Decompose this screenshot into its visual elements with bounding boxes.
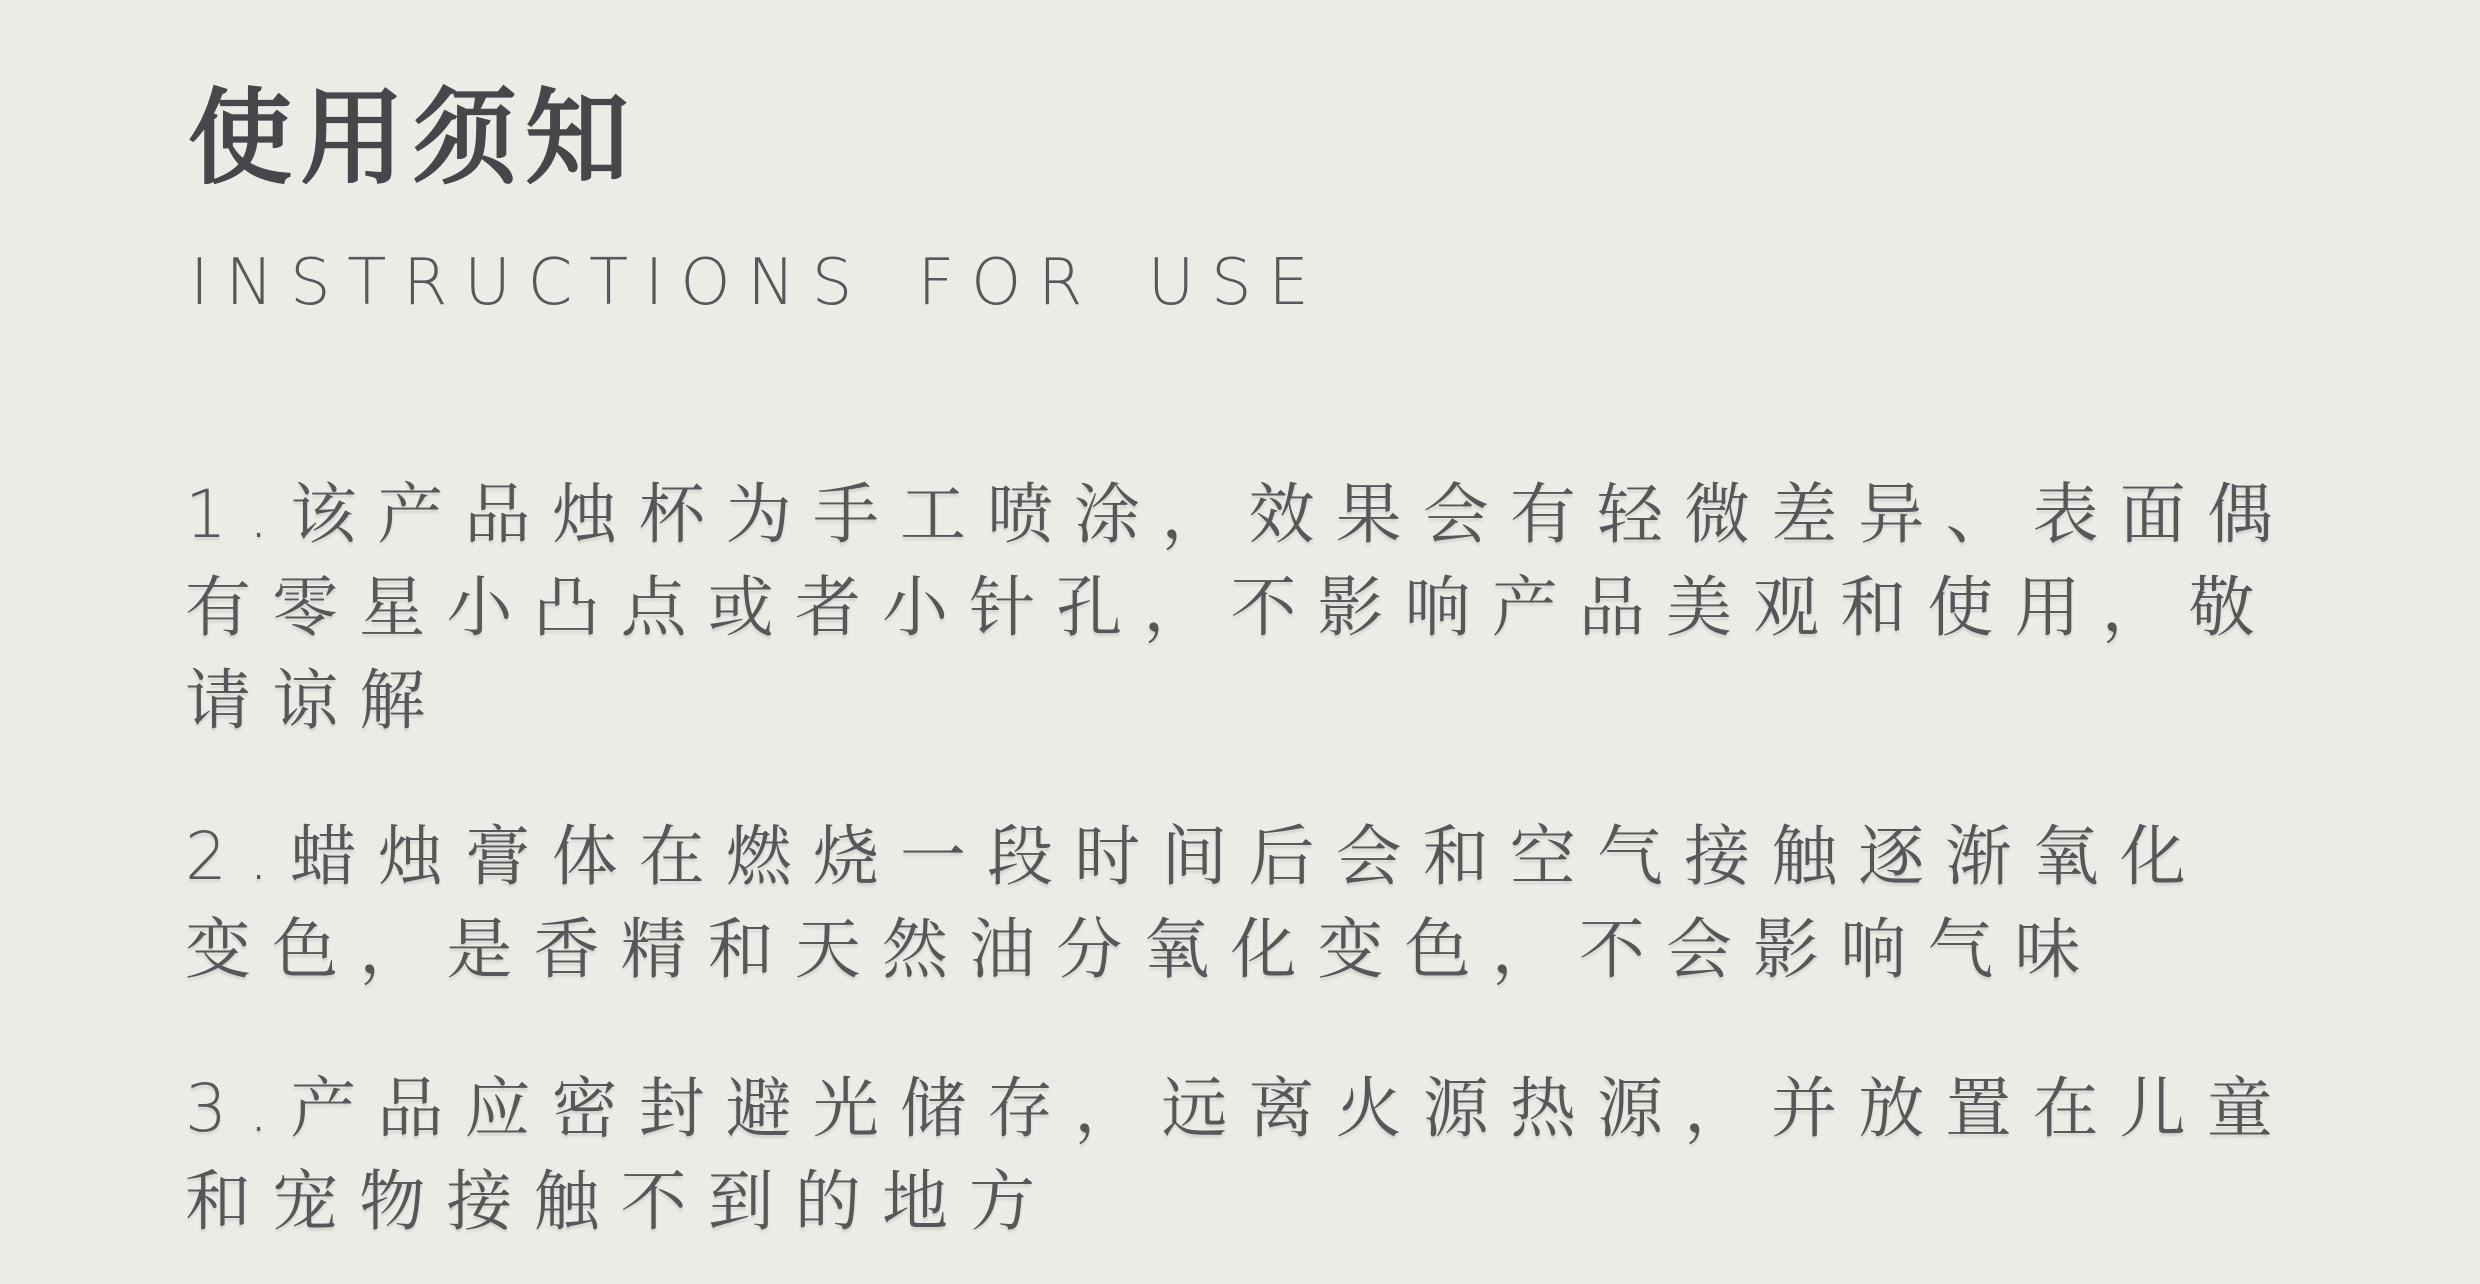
instruction-2-line-2: 变色，是香精和天然油分氧化变色，不会影响气味 xyxy=(185,911,2102,988)
page-title: 使用须知 xyxy=(188,76,638,199)
instruction-1-line-3: 请谅解 xyxy=(185,662,447,739)
instruction-3-line-1: 3.产品应密封避光储存，远离火源热源，并放置在儿童 xyxy=(185,1070,2294,1147)
instruction-1-line-1: 1.该产品烛杯为手工喷涂，效果会有轻微差异、表面偶 xyxy=(185,476,2294,553)
instruction-item-2 xyxy=(185,810,2440,996)
instruction-2-line-1: 2.蜡烛膏体在燃烧一段时间后会和空气接触逐渐氧化 xyxy=(185,818,2207,895)
page-subtitle: INSTRUCTIONS FOR USE xyxy=(190,246,1326,320)
instruction-1-line-2: 有零星小凸点或者小针孔，不影响产品美观和使用，敬 xyxy=(185,569,2276,646)
instruction-item-3 xyxy=(185,1062,2440,1248)
instruction-3-line-2: 和宠物接触不到的地方 xyxy=(185,1163,1057,1240)
instruction-item-1 xyxy=(185,468,2440,747)
